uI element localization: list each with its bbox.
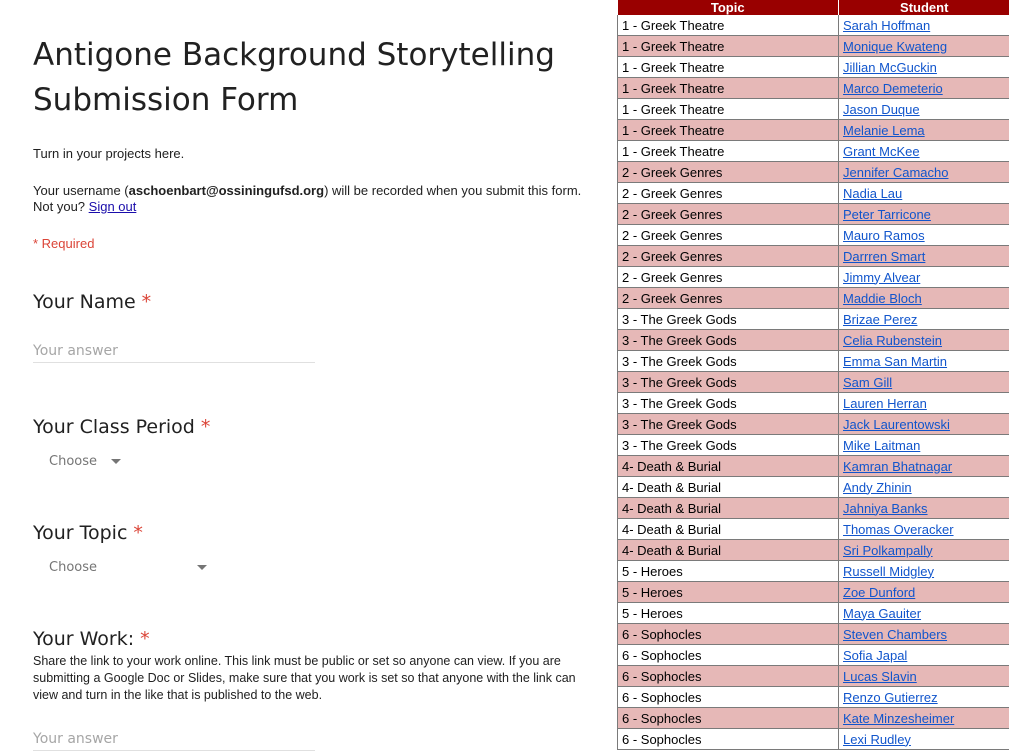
username-prefix: Your username (: [33, 183, 129, 198]
student-cell: [839, 246, 1009, 267]
topic-cell: 2 - Greek Genres: [618, 183, 839, 204]
student-cell: [839, 78, 1009, 99]
topic-cell: 6 - Sophocles: [618, 666, 839, 687]
topic-cell: 3 - The Greek Gods: [618, 393, 839, 414]
topic-cell: 2 - Greek Genres: [618, 246, 839, 267]
form-title: Antigone Background Storytelling Submission Form: [33, 37, 555, 118]
topic-cell: 3 - The Greek Gods: [618, 372, 839, 393]
topic-cell: 1 - Greek Theatre: [618, 57, 839, 78]
student-cell: [839, 36, 1009, 57]
table-row: [618, 519, 1009, 540]
student-link[interactable]: Russell Midgley: [843, 563, 935, 579]
student-cell: [839, 183, 1009, 204]
topic-cell: 4- Death & Burial: [618, 498, 839, 519]
table-row: [618, 372, 1009, 393]
student-cell: [839, 162, 1009, 183]
student-cell: [839, 99, 1009, 120]
student-link[interactable]: Lucas Slavin: [843, 668, 917, 684]
required-note: * Required: [33, 236, 95, 251]
student-link[interactable]: Melanie Lema: [843, 122, 925, 138]
student-link[interactable]: Mike Laitman: [843, 437, 921, 453]
topic-cell: 2 - Greek Genres: [618, 162, 839, 183]
student-cell: [839, 477, 1009, 498]
student-cell: [839, 288, 1009, 309]
student-cell: [839, 687, 1009, 708]
student-link[interactable]: Lexi Rudley: [843, 731, 911, 747]
class-period-select-value: Choose: [49, 453, 97, 469]
table-row: [618, 183, 1009, 204]
student-link[interactable]: Steven Chambers: [843, 626, 948, 642]
student-link[interactable]: Jennifer Camacho: [843, 164, 949, 180]
table-row: [618, 561, 1009, 582]
student-link[interactable]: Renzo Gutierrez: [843, 689, 938, 705]
question-topic-label: Your Topic: [33, 522, 128, 544]
student-cell: [839, 351, 1009, 372]
student-link[interactable]: Sofia Japal: [843, 647, 908, 663]
table-row: [618, 120, 1009, 141]
question-work-title: [33, 628, 150, 650]
table-row: [618, 309, 1009, 330]
table-header-row: [618, 0, 1009, 15]
table-row: [618, 330, 1009, 351]
student-cell: [839, 582, 1009, 603]
table-row: [618, 456, 1009, 477]
question-name-label: Your Name: [33, 291, 136, 313]
topic-cell: 5 - Heroes: [618, 582, 839, 603]
student-cell: [839, 645, 1009, 666]
student-link[interactable]: Mauro Ramos: [843, 227, 925, 243]
class-period-select[interactable]: [49, 451, 139, 471]
student-link[interactable]: Maddie Bloch: [843, 290, 922, 306]
topic-cell: 6 - Sophocles: [618, 624, 839, 645]
student-cell: [839, 414, 1009, 435]
table-row: [618, 414, 1009, 435]
required-star: *: [133, 522, 143, 544]
form-description: Turn in your projects here.: [33, 146, 185, 161]
table-row: [618, 477, 1009, 498]
student-link[interactable]: Peter Tarricone: [843, 206, 931, 222]
topic-cell: 1 - Greek Theatre: [618, 36, 839, 57]
student-cell: [839, 498, 1009, 519]
topic-cell: 4- Death & Burial: [618, 477, 839, 498]
student-link[interactable]: Lauren Herran: [843, 395, 927, 411]
required-star: *: [141, 291, 152, 313]
sign-out-link[interactable]: Sign out: [88, 199, 137, 214]
table-row: [618, 288, 1009, 309]
table-row: [618, 708, 1009, 729]
required-star: *: [200, 416, 211, 438]
topic-cell: 1 - Greek Theatre: [618, 120, 839, 141]
question-period-label: Your Class Period: [33, 416, 195, 438]
username-suffix: ) will be recorded when you submit this form. Not you?: [33, 183, 582, 214]
topic-cell: 3 - The Greek Gods: [618, 330, 839, 351]
student-cell: [839, 435, 1009, 456]
table-row: [618, 729, 1009, 750]
student-link[interactable]: Jillian McGuckin: [843, 59, 937, 75]
table-row: [618, 225, 1009, 246]
topic-table: [617, 0, 1009, 750]
student-link[interactable]: Sarah Hoffman: [843, 17, 931, 33]
topic-cell: 2 - Greek Genres: [618, 267, 839, 288]
student-link[interactable]: Jahniya Banks: [843, 500, 928, 516]
table-row: [618, 393, 1009, 414]
topic-cell: 3 - The Greek Gods: [618, 414, 839, 435]
table-row: [618, 78, 1009, 99]
topic-cell: 1 - Greek Theatre: [618, 78, 839, 99]
table-row: [618, 498, 1009, 519]
student-cell: [839, 540, 1009, 561]
student-cell: [839, 666, 1009, 687]
student-cell: [839, 519, 1009, 540]
table-body: [618, 15, 1009, 750]
topic-cell: 3 - The Greek Gods: [618, 351, 839, 372]
student-link[interactable]: Monique Kwateng: [843, 38, 948, 54]
student-link[interactable]: Darrren Smart: [843, 248, 926, 264]
topic-cell: 6 - Sophocles: [618, 687, 839, 708]
name-input[interactable]: [33, 340, 315, 363]
question-name-title: [33, 291, 151, 313]
table-row: [618, 687, 1009, 708]
table-row: [618, 162, 1009, 183]
chevron-down-icon: [197, 565, 207, 570]
student-link[interactable]: Kamran Bhatnagar: [843, 458, 953, 474]
table-row: [618, 36, 1009, 57]
student-cell: [839, 141, 1009, 162]
student-cell: [839, 729, 1009, 750]
topic-cell: 1 - Greek Theatre: [618, 15, 839, 36]
student-cell: [839, 708, 1009, 729]
topic-cell: 3 - The Greek Gods: [618, 309, 839, 330]
topic-select[interactable]: [49, 557, 225, 577]
student-link[interactable]: Thomas Overacker: [843, 521, 954, 537]
student-cell: [839, 120, 1009, 141]
student-cell: [839, 225, 1009, 246]
student-cell: [839, 456, 1009, 477]
topic-cell: 2 - Greek Genres: [618, 288, 839, 309]
table-row: [618, 603, 1009, 624]
student-topic-table: [617, 0, 1009, 753]
student-link[interactable]: Andy Zhinin: [843, 479, 912, 495]
table-row: [618, 99, 1009, 120]
table-row: [618, 141, 1009, 162]
student-cell: [839, 57, 1009, 78]
student-cell: [839, 561, 1009, 582]
student-link[interactable]: Jason Duque: [843, 101, 920, 117]
student-cell: [839, 393, 1009, 414]
topic-cell: 5 - Heroes: [618, 561, 839, 582]
question-topic-title: [33, 522, 143, 544]
topic-cell: 6 - Sophocles: [618, 708, 839, 729]
table-row: [618, 582, 1009, 603]
topic-cell: 1 - Greek Theatre: [618, 99, 839, 120]
table-row: [618, 540, 1009, 561]
student-cell: [839, 267, 1009, 288]
question-period-title: [33, 416, 210, 438]
table-row: [618, 645, 1009, 666]
student-link[interactable]: Grant McKee: [843, 143, 920, 159]
student-cell: [839, 309, 1009, 330]
table-row: [618, 666, 1009, 687]
chevron-down-icon: [111, 459, 121, 464]
table-row: [618, 435, 1009, 456]
student-link[interactable]: Sri Polkampally: [843, 542, 933, 558]
student-cell: [839, 204, 1009, 225]
username-email: aschoenbart@ossiningufsd.org: [128, 183, 325, 198]
student-cell: [839, 603, 1009, 624]
student-link[interactable]: Emma San Martin: [843, 353, 948, 369]
topic-cell: 2 - Greek Genres: [618, 204, 839, 225]
topic-cell: 4- Death & Burial: [618, 519, 839, 540]
username-notice: [33, 183, 603, 215]
topic-cell: 5 - Heroes: [618, 603, 839, 624]
student-cell: [839, 372, 1009, 393]
table-row: [618, 351, 1009, 372]
column-header-student: Student: [839, 0, 1009, 15]
student-link[interactable]: Kate Minzesheimer: [843, 710, 955, 726]
question-work-help: Share the link to your work online. This link must be public or set so anyone can view. If you are submitting a Google Doc or Slides, make sure that you work is set so that anyone with the link can view and turn in the like that is published to the web.: [33, 654, 576, 702]
student-link[interactable]: Jack Laurentowski: [843, 416, 950, 432]
student-cell: [839, 624, 1009, 645]
student-cell: [839, 330, 1009, 351]
student-link[interactable]: Maya Gauiter: [843, 605, 922, 621]
student-link[interactable]: Nadia Lau: [843, 185, 903, 201]
student-link[interactable]: Sam Gill: [843, 374, 893, 390]
table-row: [618, 204, 1009, 225]
topic-cell: 2 - Greek Genres: [618, 225, 839, 246]
topic-cell: 6 - Sophocles: [618, 645, 839, 666]
topic-select-value: Choose: [49, 559, 97, 575]
question-work-label: Your Work:: [33, 628, 135, 650]
student-link[interactable]: Brizae Perez: [843, 311, 918, 327]
topic-cell: 1 - Greek Theatre: [618, 141, 839, 162]
topic-cell: 3 - The Greek Gods: [618, 435, 839, 456]
topic-cell: 6 - Sophocles: [618, 729, 839, 750]
student-cell: [839, 15, 1009, 36]
table-row: [618, 246, 1009, 267]
table-row: [618, 624, 1009, 645]
student-link[interactable]: Zoe Dunford: [843, 584, 916, 600]
student-link[interactable]: Jimmy Alvear: [843, 269, 921, 285]
table-row: [618, 15, 1009, 36]
topic-cell: 4- Death & Burial: [618, 540, 839, 561]
table-row: [618, 57, 1009, 78]
topic-cell: 4- Death & Burial: [618, 456, 839, 477]
work-link-input[interactable]: [33, 728, 315, 751]
student-link[interactable]: Marco Demeterio: [843, 80, 943, 96]
column-header-topic: Topic: [618, 0, 839, 15]
required-star: *: [140, 628, 150, 650]
student-link[interactable]: Celia Rubenstein: [843, 332, 943, 348]
table-row: [618, 267, 1009, 288]
